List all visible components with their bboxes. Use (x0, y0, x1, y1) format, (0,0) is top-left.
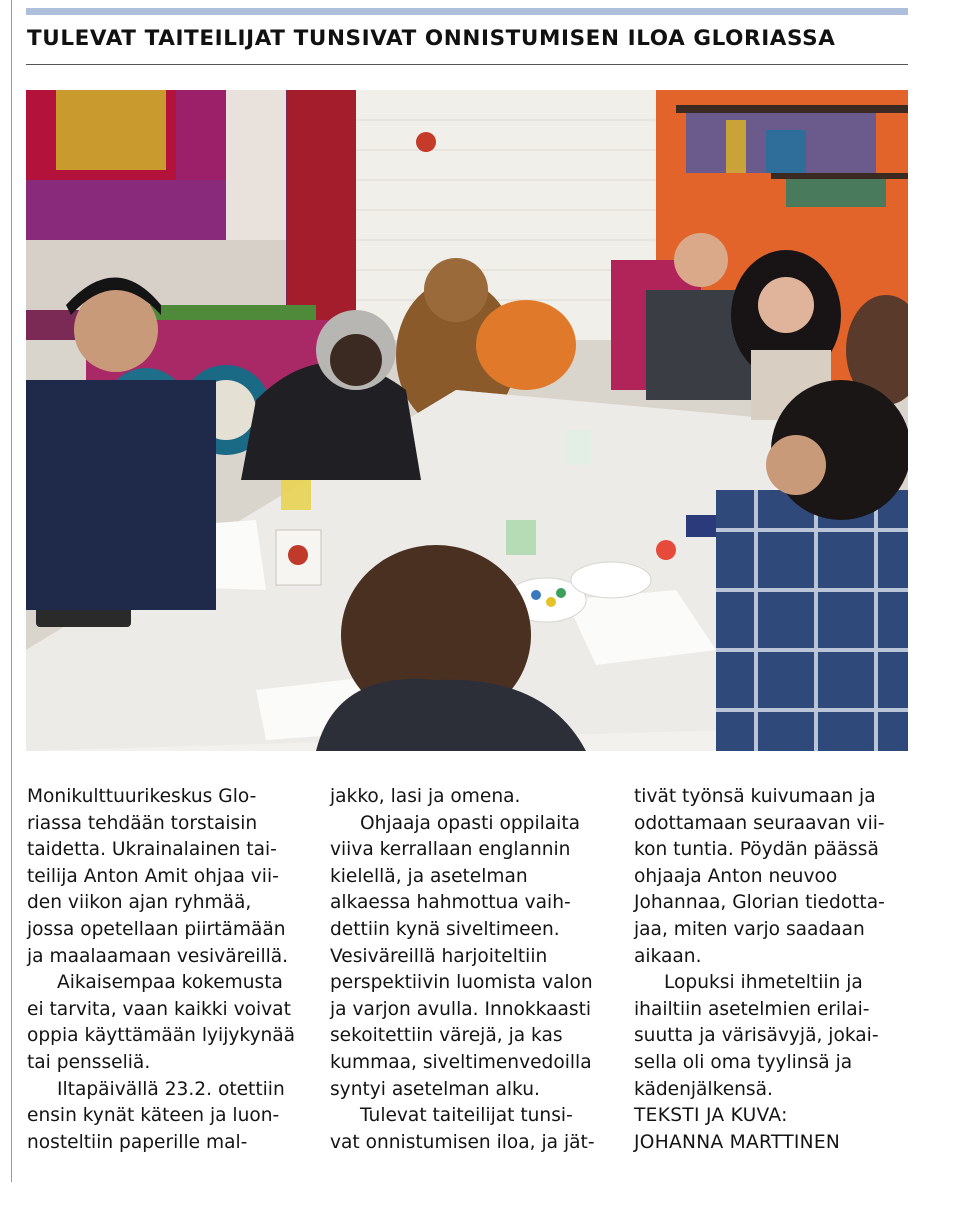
article-column-3 (634, 784, 919, 1156)
article-column-1 (27, 784, 312, 1156)
article-photo (26, 90, 908, 751)
body-text-line: ja varjon avulla. Innokkaasti (330, 998, 592, 1020)
body-text-line: den viikon ajan ryhmää, (27, 892, 252, 914)
body-text-line: Tulevat taiteilijat tunsi- (360, 1105, 573, 1127)
body-text-line: ihailtiin asetelmien erilai- (634, 998, 870, 1020)
body-text-line: odottamaan seuraavan vii- (634, 812, 885, 834)
body-text-line: ensin kynät käteen ja luon- (27, 1105, 280, 1127)
body-text-line: taidetta. Ukrainalainen tai- (27, 839, 277, 861)
section-accent-bar (26, 8, 908, 15)
body-text-line: oppia käyttämään lyijykynää (27, 1025, 296, 1047)
page-edge-rule (11, 0, 12, 1182)
body-text-line: syntyi asetelman alku. (330, 1078, 540, 1100)
body-text-line: Lopuksi ihmeteltiin ja (664, 972, 863, 994)
body-text-line: tai pensseliä. (27, 1051, 151, 1073)
body-text-line: viiva kerrallaan englannin (330, 839, 571, 861)
body-text-line: jakko, lasi ja omena. (330, 786, 521, 807)
body-text-line: tivät työnsä kuivumaan ja (634, 786, 876, 807)
body-text-line: Aikaisempaa kokemusta (57, 972, 283, 994)
body-text-line: Ohjaaja opasti oppilaita (360, 812, 581, 834)
body-text-line: perspektiivin luomista valon (330, 972, 593, 994)
body-text-line: ohjaaja Anton neuvoo (634, 865, 838, 887)
body-text-line: dettiin kynä siveltimeen. (330, 918, 560, 940)
body-text-line: suutta ja värisävyjä, jokai- (634, 1025, 879, 1047)
body-text-line: kädenjälkensä. (634, 1078, 773, 1100)
body-text-line: Monikulttuurikeskus Glo- (27, 786, 257, 807)
body-text-line: Vesiväreillä harjoiteltiin (330, 945, 548, 967)
body-text-line: kon tuntia. Pöydän päässä (634, 839, 879, 861)
body-text-line: nosteltiin paperille mal- (27, 1131, 248, 1153)
body-text-line: riassa tehdään torstaisin (27, 812, 258, 834)
body-text-line: sella oli oma tyylinsä ja (634, 1051, 853, 1073)
body-text-line: ja maalaamaan vesiväreillä. (27, 945, 289, 967)
body-text-line: alkaessa hahmottua vaih- (330, 892, 571, 914)
body-text-line: vat onnistumisen iloa, ja jät- (330, 1131, 595, 1153)
body-text-line: aikaan. (634, 945, 702, 967)
article-headline: TULEVAT TAITEILIJAT TUNSIVAT ONNISTUMISEN ILOA GLORIASSA (27, 26, 836, 51)
body-text-line: jossa opetellaan piirtämään (27, 918, 286, 940)
body-text-line: Johannaa, Glorian tiedotta- (634, 892, 885, 914)
byline-line: JOHANNA MARTTINEN (634, 1131, 841, 1153)
body-text-line: teilija Anton Amit ohjaa vii- (27, 865, 279, 887)
body-text-line: sekoitettiin värejä, ja kas (330, 1025, 563, 1047)
byline-line: TEKSTI JA KUVA: (634, 1105, 788, 1127)
article-column-2 (330, 784, 615, 1156)
body-text-line: Iltapäivällä 23.2. otettiin (57, 1078, 285, 1100)
body-text-line: ei tarvita, vaan kaikki voivat (27, 998, 291, 1020)
body-text-line: jaa, miten varjo saadaan (634, 918, 865, 940)
headline-divider (26, 64, 908, 65)
body-text-line: kummaa, siveltimenvedoilla (330, 1051, 592, 1073)
body-text-line: kielellä, ja asetelman (330, 865, 528, 887)
